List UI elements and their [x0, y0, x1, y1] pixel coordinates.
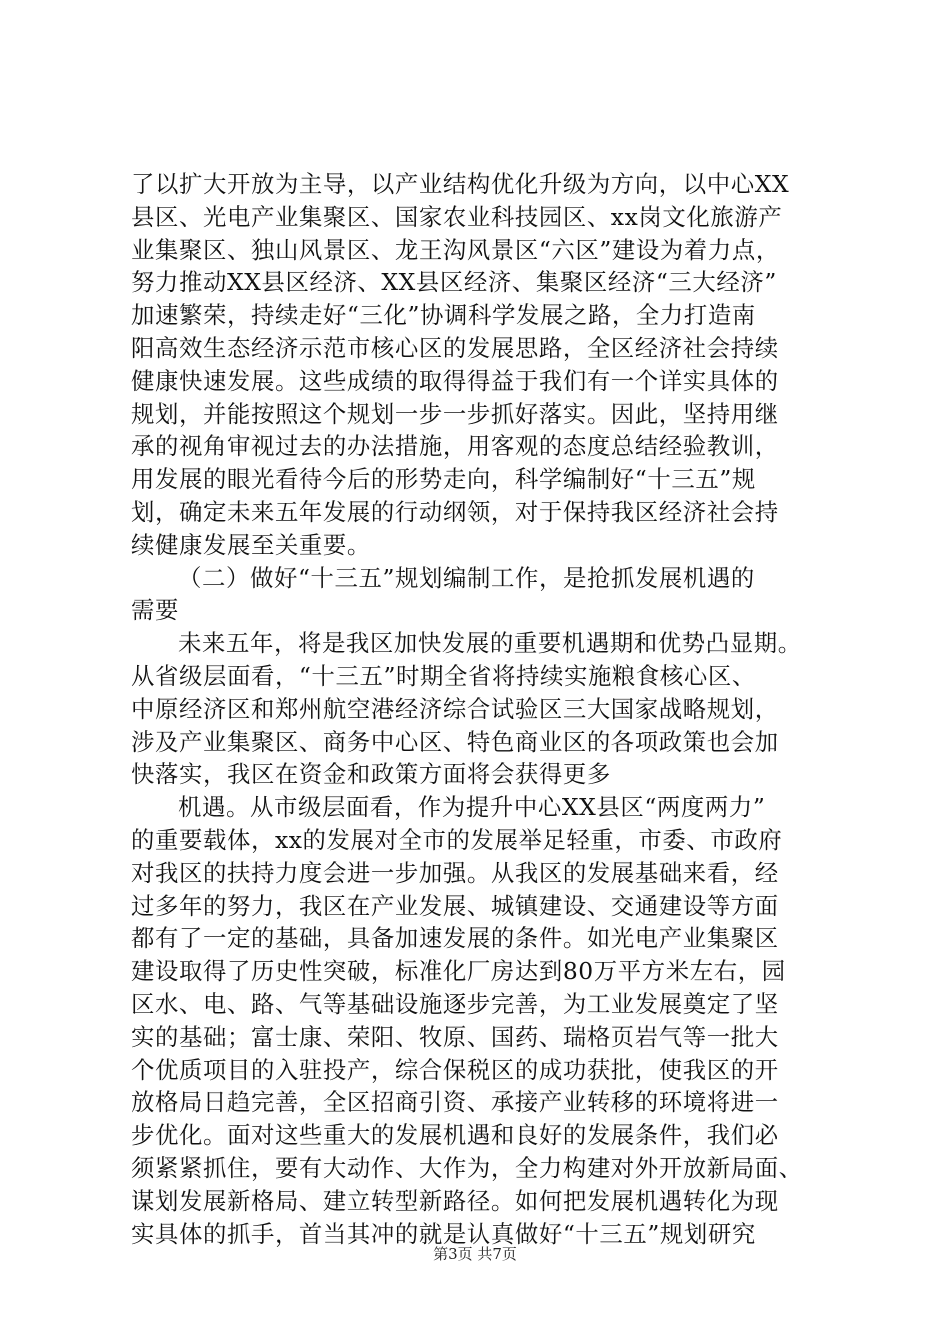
text-line: 快落实，我区在资金和政策方面将会获得更多 — [131, 760, 611, 789]
text-line: 都有了一定的基础，具备加速发展的条件。如光电产业集聚区 — [131, 924, 779, 953]
text-line: 放格局日趋完善，全区招商引资、承接产业转移的环境将进一 — [131, 1088, 779, 1117]
page-number-footer: 第3页 共7页 — [433, 1245, 517, 1263]
text-line: 须紧紧抓住，要有大动作、大作为，全力构建对外开放新局面、 — [131, 1153, 803, 1182]
document-body — [131, 168, 839, 1250]
text-line: 规划，并能按照这个规划一步一步抓好落实。因此，坚持用继 — [131, 399, 779, 428]
text-line: 涉及产业集聚区、商务中心区、特色商业区的各项政策也会加 — [131, 727, 779, 756]
text-line: 加速繁荣，持续走好“三化”协调科学发展之路，全力打造南 — [131, 301, 756, 330]
text-line: 续健康发展至关重要。 — [131, 530, 371, 559]
text-line: 努力推动XX县区经济、XX县区经济、集聚区经济“三大经济” — [131, 268, 777, 297]
text-line: 健康快速发展。这些成绩的取得得益于我们有一个详实具体的 — [131, 366, 779, 395]
text-line: 需要 — [131, 596, 179, 625]
text-line: 县区、光电产业集聚区、国家农业科技园区、xx岗文化旅游产 — [131, 202, 783, 231]
text-line: 步优化。面对这些重大的发展机遇和良好的发展条件，我们必 — [131, 1121, 779, 1150]
text-line: 实具体的抓手，首当其冲的就是认真做好“十三五”规划研究 — [131, 1219, 756, 1248]
text-line: 业集聚区、独山风景区、龙王沟风景区“六区”建设为着力点， — [131, 235, 780, 264]
text-line: 区水、电、路、气等基础设施逐步完善，为工业发展奠定了坚 — [131, 989, 779, 1018]
text-line: 的重要载体，xx的发展对全市的发展举足轻重，市委、市政府 — [131, 825, 783, 854]
text-line: 谋划发展新格局、建立转型新路径。如何把发展机遇转化为现 — [131, 1186, 779, 1215]
text-line: 用发展的眼光看待今后的形势走向，科学编制好“十三五”规 — [131, 465, 756, 494]
text-line: 过多年的努力，我区在产业发展、城镇建设、交通建设等方面 — [131, 891, 779, 920]
text-line: 中原经济区和郑州航空港经济综合试验区三大国家战略规划， — [131, 694, 779, 723]
text-line: 对我区的扶持力度会进一步加强。从我区的发展基础来看，经 — [131, 858, 779, 887]
text-line: 个优质项目的入驻投产，综合保税区的成功获批，使我区的开 — [131, 1055, 779, 1084]
text-line: 从省级层面看，“十三五”时期全省将持续实施粮食核心区、 — [131, 661, 756, 690]
text-line: 划，确定未来五年发展的行动纲领，对于保持我区经济社会持 — [131, 497, 779, 526]
text-line: （二）做好“十三五”规划编制工作，是抢抓发展机遇的 — [178, 563, 755, 592]
text-line: 建设取得了历史性突破，标准化厂房达到80万平方米左右，园 — [131, 957, 786, 986]
text-line: 实的基础；富士康、荣阳、牧原、国药、瑞格页岩气等一批大 — [131, 1022, 779, 1051]
text-line: 了以扩大开放为主导，以产业结构优化升级为方向，以中心XX — [131, 170, 790, 198]
text-line: 未来五年，将是我区加快发展的重要机遇期和优势凸显期。 — [178, 629, 802, 658]
text-line: 阳高效生态经济示范市核心区的发展思路，全区经济社会持续 — [131, 333, 779, 362]
text-line: 机遇。从市级层面看，作为提升中心XX县区“两度两力” — [178, 793, 766, 822]
text-line: 承的视角审视过去的办法措施，用客观的态度总结经验教训， — [131, 432, 779, 461]
